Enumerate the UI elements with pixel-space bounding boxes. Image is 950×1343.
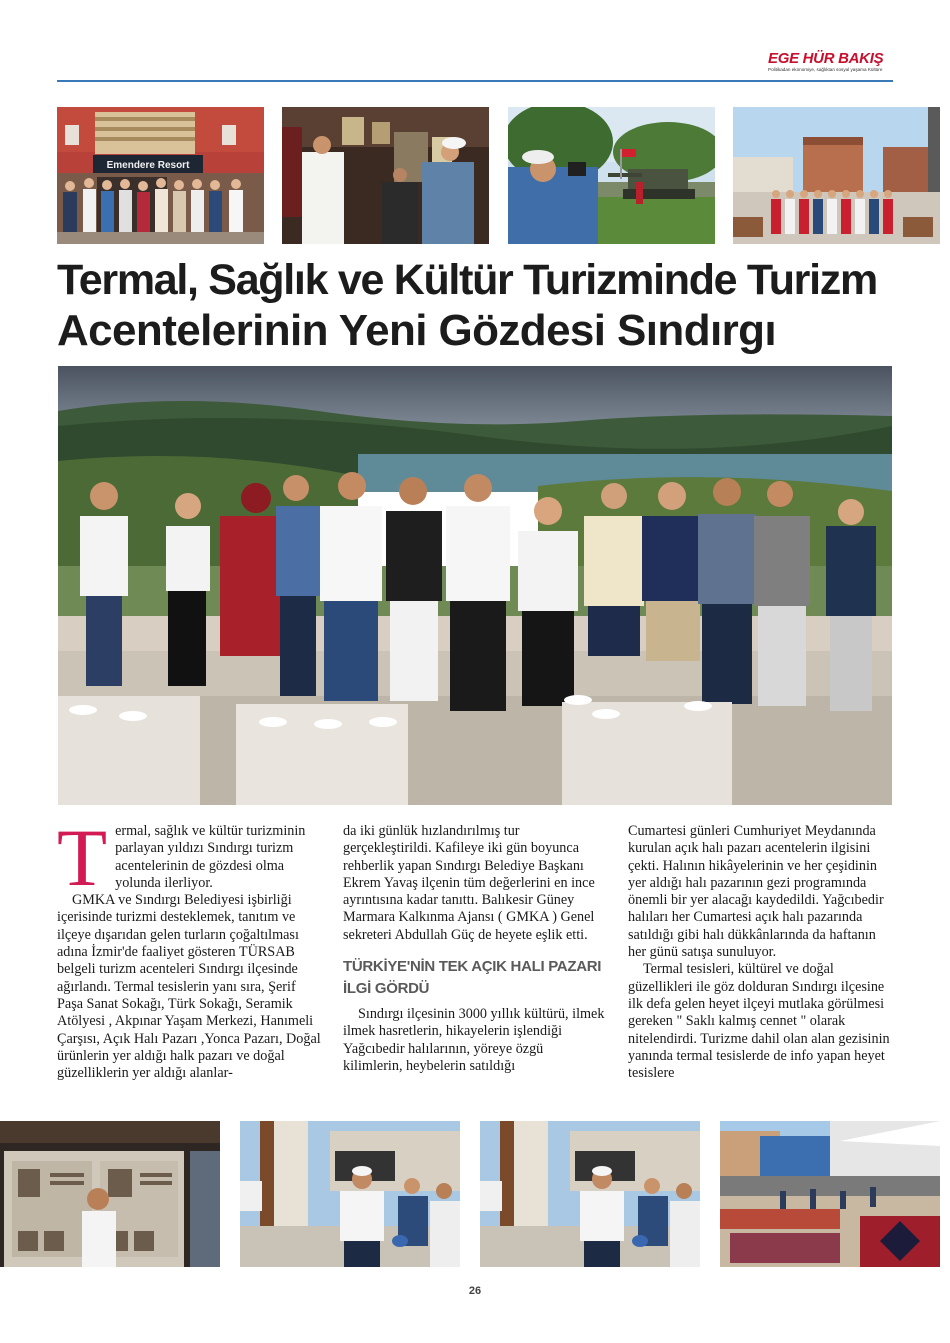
photo-mayor-guide-2 [480, 1121, 700, 1267]
header-rule [57, 80, 893, 82]
brand-tagline: Politikadan ekonomiye, sağlıktan sosyal yaşama Kültüre [768, 67, 883, 72]
article-paragraph: Sındırgı ilçesinin 3000 yıllık kültürü, ilmek ilmek hasretlerin, hikayelerin işlendiği Yağcıbedir halılarının, yöreye özgü kilimlerin, heybelerin satıldığı [343, 1006, 605, 1074]
photo-carpet-market [720, 1121, 940, 1267]
article-paragraph: GMKA ve Sındırgı Belediyesi işbirliği içerisinde turizmi desteklemek, tanıtım ve ilçeye dışarıdan gelen turların çoğaltılması adına İzmir'de faaliyet gösteren TÜRSAB belgeli turizm acenteleri Sındırgı ilçesinde ağırlandı. Termal tesislerin yanı sıra, Şerif Paşa Sanat Sokağı, Türk Sokağı, Seramik Atölyesi , Akpınar Yaşam Merkezi, Hanımeli Çarşısı, Açık Halı Pazarı ,Yonca Pazarı, Doğal ürünlerin yer aldığı halk pazarı ve doğal güzelliklerin yer aldığı alanlar- [57, 892, 321, 1082]
photo-mayor-guide-1 [240, 1121, 460, 1267]
photo-main-group [58, 366, 892, 805]
article-column-2 [343, 823, 605, 1075]
article-paragraph: da iki günlük hızlandırılmış tur gerçekleştirildi. Kafileye iki gün boyunca rehberlik yapan Sındırgı Belediye Başkanı Ekrem Yavaş ilçenin tüm değerlerini en ince ayrıntısına kadar tanıttı. Balıkesir Güney Marmara Kalkınma Ajansı ( GMKA ) Genel sekreteri Abdullah Güç de heyete eşlik etti. [343, 823, 595, 943]
hotel-sign-text: Emendere Resort [106, 160, 190, 171]
photo-tank-monument [508, 107, 715, 244]
article-paragraph: ermal, sağlık ve kültür turizminin parlayan yıldızı Sındırgı turizm acentelerinin de gözdesi olma yolunda ilerliyor. [115, 823, 306, 891]
article-paragraph: Termal tesisleri, kültürel ve doğal güzellikleri ile göz dolduran Sındırgı ilçesine ilk defa gelen heyet ilçeyi mutlaka görülmesi gereken " Saklı kalmış cennet " olarak nitelendirdi. Turizme dahil olan alan gezisinin yanında termal tesislerde de info yapan heyet tesislere [628, 961, 890, 1082]
photo-exhibit-panel [0, 1121, 220, 1267]
article-subheading: TÜRKİYE'NİN TEK AÇIK HALI PAZARI İLGİ GÖRDÜ [343, 958, 602, 998]
headline-line-1: Termal, Sağlık ve Kültür Turizminde Turizm [57, 256, 877, 304]
photo-hotel-group [57, 107, 264, 244]
photo-group-square [733, 107, 940, 244]
drop-cap: T [57, 812, 108, 903]
article-column-1 [57, 812, 325, 1082]
article-paragraph: Cumartesi günleri Cumhuriyet Meydanında kurulan açık halı pazarı acentelerin ilgisini çekti. Halının hikâyelerinin ve her çeşidinin yer aldığı halı pazarının gezi programında önemli bir yer alacağı kaydedildi. Yağcıbedir halıları her Cumartesi açık halı pazarında satıldığı gibi halı dükkânlarında da haftanın her günü satışa sunuluyor. [628, 823, 884, 961]
brand-name: EGE HÜR BAKIŞ [768, 50, 884, 67]
photo-museum-interior [282, 107, 489, 244]
brand-logo [768, 51, 893, 79]
article-column-3 [628, 823, 890, 1082]
page-number: 26 [468, 1285, 482, 1297]
headline-line-2: Acentelerinin Yeni Gözdesi Sındırgı [57, 306, 777, 355]
